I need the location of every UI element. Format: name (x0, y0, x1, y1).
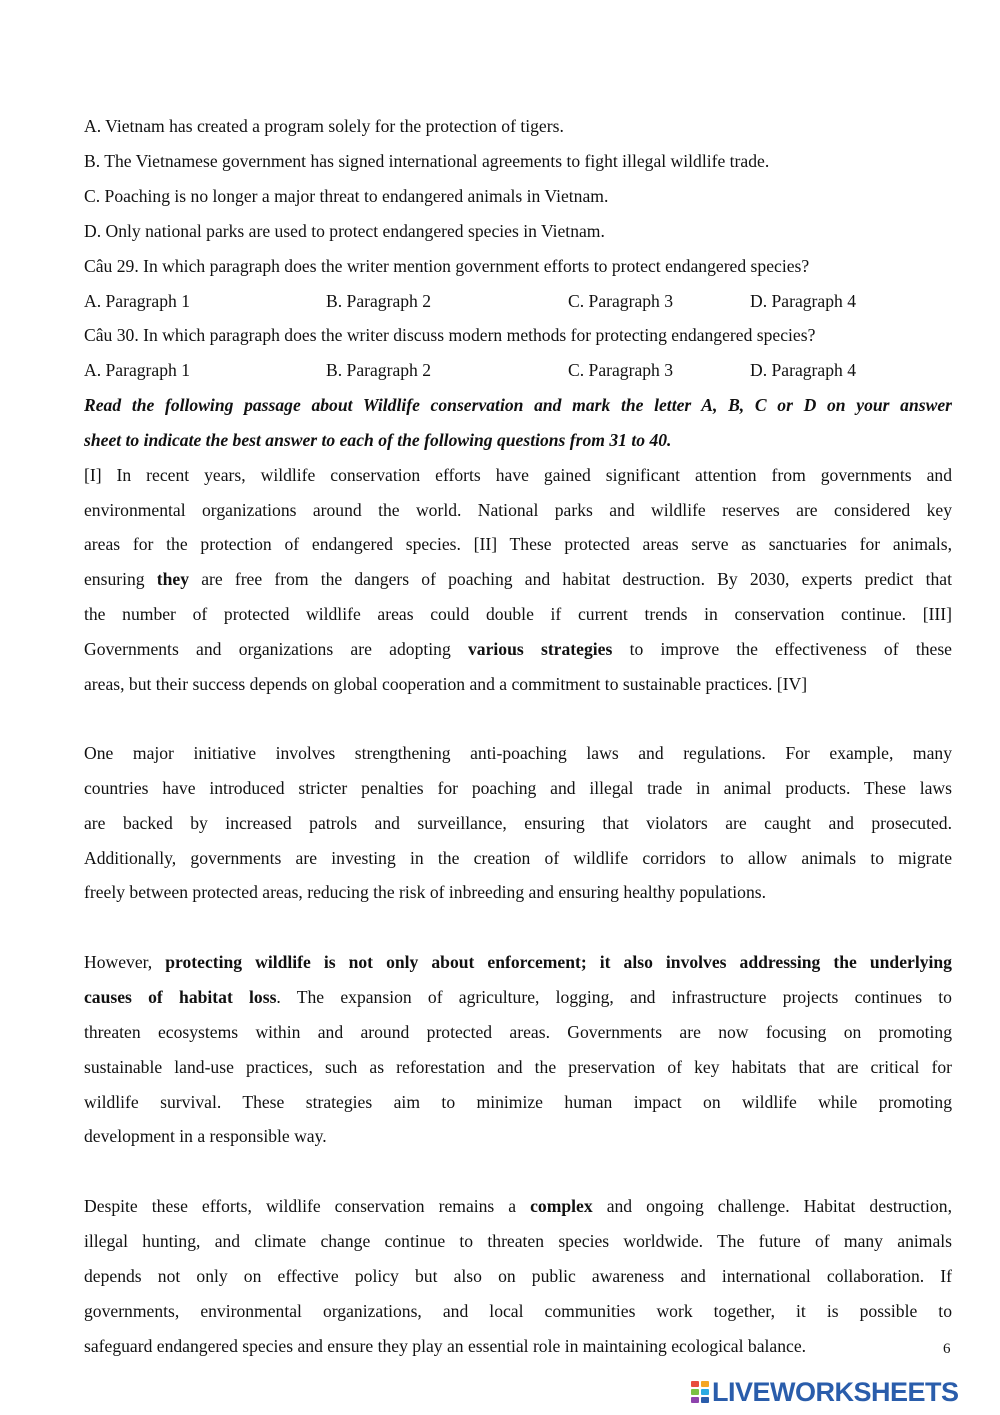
p4-line-5: safeguard endangered species and ensure they play an essential role in maintaining ecological balance. (84, 1336, 807, 1356)
p1-bold-various-strategies: various strategies (468, 639, 613, 659)
q30-option-d: D. Paragraph 4 (750, 360, 857, 380)
p2-line-3: are backed by increased patrols and surveillance, ensuring that violators are caught and prosecuted. (84, 813, 952, 833)
p3-line-2 (84, 985, 952, 1009)
p4-line-1-start: Despite these efforts, wildlife conservation remains a (84, 1196, 531, 1216)
p4-bold-complex: complex (530, 1196, 593, 1216)
p3-line-5: wildlife survival. These strategies aim to minimize human impact on wildlife while promoting (84, 1092, 952, 1112)
liveworksheets-brand[interactable] (690, 1375, 959, 1409)
liveworksheets-logo-icon (690, 1380, 710, 1404)
p1-line-7: areas, but their success depends on global cooperation and a commitment to sustainable practices. [IV] (84, 674, 808, 694)
p1-bold-they: they (156, 569, 190, 589)
page-number: 6 (943, 1341, 951, 1357)
p1-line-2: environmental organizations around the world. National parks and wildlife reserves are considered key (84, 500, 952, 520)
p3-line-1-start: However, (84, 952, 166, 972)
p3-line-1 (84, 950, 952, 974)
q29-option-b: B. Paragraph 2 (326, 291, 432, 311)
p1-line-1: [I] In recent years, wildlife conservation efforts have gained significant attention from governments and (84, 465, 952, 485)
q30-option-c: C. Paragraph 3 (568, 360, 674, 380)
option-c: C. Poaching is no longer a major threat to endangered animals in Vietnam. (84, 186, 609, 206)
question-29: Câu 29. In which paragraph does the writer mention government efforts to protect endangered species? (84, 256, 810, 276)
instruction-line-2: sheet to indicate the best answer to each of the following questions from 31 to 40. (84, 430, 672, 450)
p3-bold-phrase-1: protecting wildlife is not only about enforcement; it also involves addressing the underlying (165, 952, 952, 972)
p1-line-6-start: Governments and organizations are adopting (84, 639, 468, 659)
q29-option-a: A. Paragraph 1 (84, 291, 191, 311)
p3-line-6: development in a responsible way. (84, 1126, 327, 1146)
p4-line-3: depends not only on effective policy but also on public awareness and international collaboration. If (84, 1266, 952, 1286)
q29-option-d: D. Paragraph 4 (750, 291, 857, 311)
p1-line-4-start: ensuring (84, 569, 157, 589)
p1-line-6 (84, 637, 952, 661)
p2-line-4: Additionally, governments are investing in the creation of wildlife corridors to allow animals to migrate (84, 848, 952, 868)
p2-line-5: freely between protected areas, reducing the risk of inbreeding and ensuring healthy populations. (84, 882, 767, 902)
p3-line-4: sustainable land-use practices, such as reforestation and the preservation of key habitats that are critical for (84, 1057, 952, 1077)
instruction-line-1: Read the following passage about Wildlife conservation and mark the letter A, B, C or D on your answer (84, 395, 952, 415)
p3-bold-phrase-2: causes of habitat loss (84, 987, 277, 1007)
p4-line-1-end: and ongoing challenge. Habitat destruction, (592, 1196, 952, 1216)
p2-line-2: countries have introduced stricter penalties for poaching and illegal trade in animal products. These laws (84, 778, 952, 798)
q29-option-c: C. Paragraph 3 (568, 291, 674, 311)
p3-line-3: threaten ecosystems within and around protected areas. Governments are now focusing on promoting (84, 1022, 952, 1042)
question-30: Câu 30. In which paragraph does the writer discuss modern methods for protecting endangered species? (84, 325, 816, 345)
option-a: A. Vietnam has created a program solely for the protection of tigers. (84, 116, 564, 136)
p1-line-6-end: to improve the effectiveness of these (612, 639, 952, 659)
p4-line-2: illegal hunting, and climate change continue to threaten species worldwide. The future of many animals (84, 1231, 952, 1251)
brand-text: LIVEWORKSHEETS (712, 1377, 959, 1407)
p2-line-1: One major initiative involves strengthening anti-poaching laws and regulations. For example, many (84, 743, 952, 763)
p4-line-4: governments, environmental organizations, and local communities work together, it is possible to (84, 1301, 952, 1321)
q30-option-a: A. Paragraph 1 (84, 360, 191, 380)
p3-line-2-end: . The expansion of agriculture, logging, and infrastructure projects continues to (276, 987, 952, 1007)
p1-line-3: areas for the protection of endangered species. [II] These protected areas serve as sanctuaries for animals, (84, 534, 952, 554)
p4-line-1 (84, 1194, 952, 1218)
option-b: B. The Vietnamese government has signed international agreements to fight illegal wildlife trade. (84, 151, 770, 171)
p1-line-4-end: are free from the dangers of poaching and habitat destruction. By 2030, experts predict that (189, 569, 952, 589)
p1-line-5: the number of protected wildlife areas could double if current trends in conservation continue. [III] (84, 604, 952, 624)
q30-option-b: B. Paragraph 2 (326, 360, 432, 380)
option-d: D. Only national parks are used to protect endangered species in Vietnam. (84, 221, 605, 241)
p1-line-4 (84, 567, 952, 591)
